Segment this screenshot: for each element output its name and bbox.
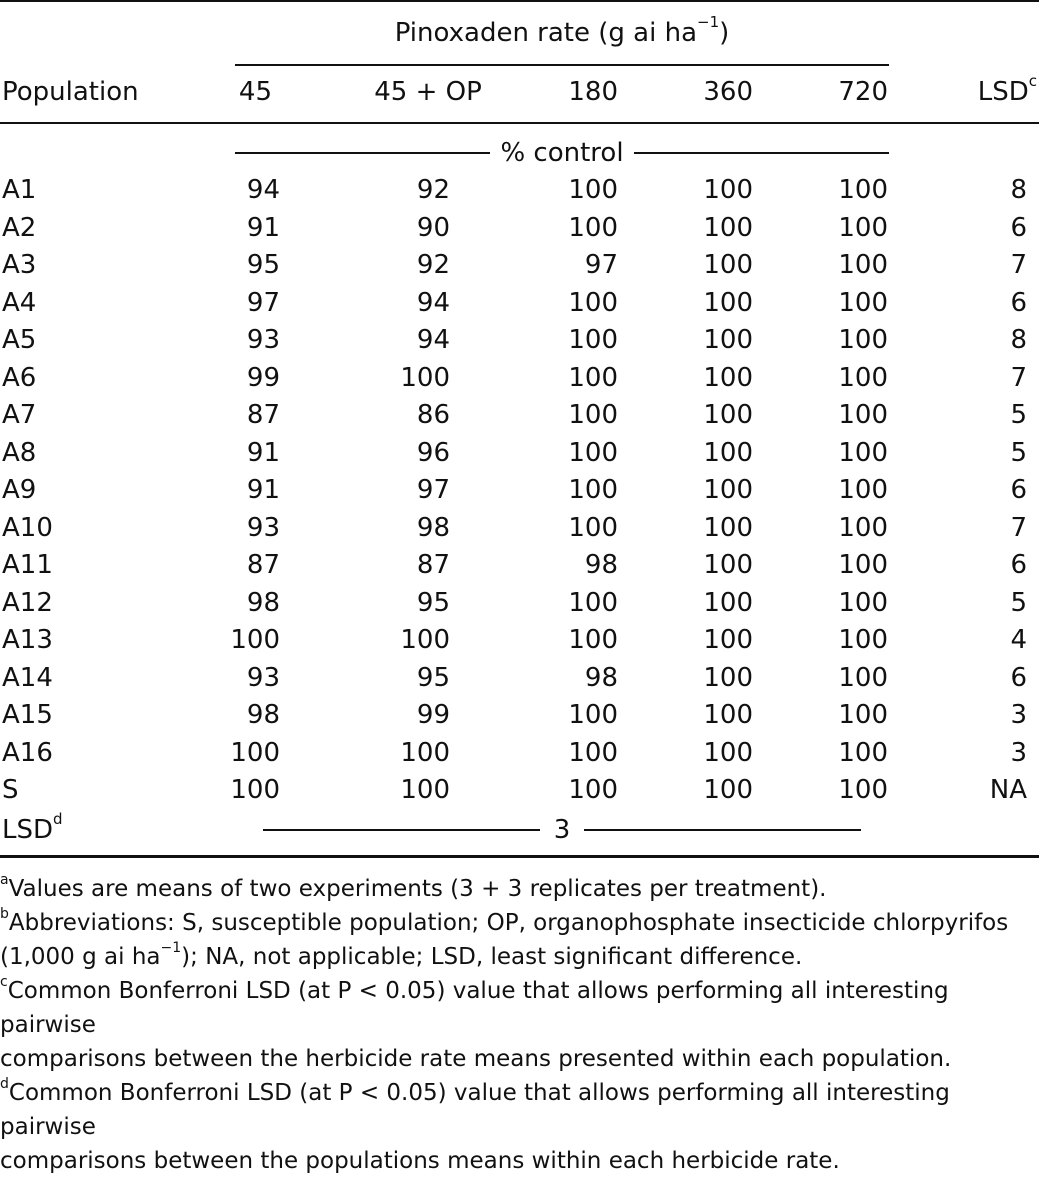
control-value-cell: 86: [416, 400, 450, 430]
population-cell: A13: [2, 625, 53, 655]
control-value-cell: 87: [246, 550, 280, 580]
control-value-cell: 98: [416, 512, 450, 543]
footnote-text: Values are means of two experiments (3 + 3 replicates per treatment).: [8, 876, 827, 902]
population-cell: S: [2, 775, 19, 805]
lsd-row-value: 3: [553, 815, 571, 845]
lsd-value-cell: 3: [1010, 700, 1027, 730]
control-value-cell: 100: [703, 400, 753, 430]
control-value-cell: 100: [838, 175, 888, 205]
footnote-text: comparisons between the herbicide rate means presented within each population.: [0, 1046, 952, 1072]
footnote-c-continued: [0, 1042, 1039, 1076]
control-value-cell: 100: [400, 362, 450, 393]
span-header-close: ): [719, 18, 730, 48]
control-value-cell: 93: [246, 325, 280, 355]
lsd-header-superscript: c: [1028, 72, 1037, 91]
control-value-cell: 100: [568, 212, 618, 243]
lsd-value-cell: 6: [1010, 662, 1027, 693]
control-value-cell: 100: [568, 400, 618, 430]
control-value-cell: 100: [838, 250, 888, 280]
population-cell: A1: [2, 175, 37, 205]
control-value-cell: 97: [246, 287, 280, 318]
control-value-cell: 95: [416, 587, 450, 618]
control-value-cell: 100: [703, 437, 753, 468]
footnote-mark: c: [0, 974, 8, 991]
rate-header-720: 720: [838, 77, 888, 107]
population-cell: A7: [2, 400, 37, 430]
control-value-cell: 100: [568, 325, 618, 355]
population-cell: A12: [2, 587, 53, 618]
control-value-cell: 100: [568, 775, 618, 805]
footnote-a: [0, 872, 1039, 906]
control-value-cell: 94: [416, 325, 450, 355]
control-value-cell: 97: [584, 250, 618, 280]
footnote-text: Common Bonferroni LSD (at P < 0.05) value that allows performing all interesting pairwise: [0, 1080, 950, 1140]
control-value-cell: 100: [838, 512, 888, 543]
lsd-value-cell: 8: [1010, 175, 1027, 205]
population-cell: A8: [2, 437, 37, 468]
control-value-cell: 100: [703, 250, 753, 280]
control-value-cell: 100: [703, 212, 753, 243]
units-label: % control: [500, 138, 624, 168]
table-top-rule: [0, 0, 1039, 2]
control-value-cell: 100: [400, 625, 450, 655]
column-span-header: [235, 13, 889, 48]
control-value-cell: 91: [246, 475, 280, 505]
population-cell: A3: [2, 250, 37, 280]
population-cell: A6: [2, 362, 37, 393]
rate-header-45-op: 45 + OP: [374, 77, 482, 107]
control-value-cell: 100: [838, 212, 888, 243]
control-value-cell: 98: [246, 587, 280, 618]
control-value-cell: 100: [568, 625, 618, 655]
control-value-cell: 100: [703, 775, 753, 805]
control-value-cell: 100: [838, 550, 888, 580]
control-value-cell: 100: [568, 362, 618, 393]
control-value-cell: 98: [246, 700, 280, 730]
control-value-cell: 95: [246, 250, 280, 280]
lsd-value-cell: 7: [1010, 512, 1027, 543]
control-value-cell: 100: [703, 362, 753, 393]
population-cell: A2: [2, 212, 37, 243]
lsd-value-cell: 6: [1010, 287, 1027, 318]
footnotes: [0, 872, 1039, 1178]
control-value-cell: 93: [246, 512, 280, 543]
control-value-cell: 100: [568, 737, 618, 768]
footnote-d: [0, 1076, 1039, 1144]
control-value-cell: 93: [246, 662, 280, 693]
footnote-text: comparisons between the populations means within each herbicide rate.: [0, 1148, 840, 1174]
control-value-cell: 99: [416, 700, 450, 730]
control-value-cell: 100: [703, 175, 753, 205]
control-value-cell: 96: [416, 437, 450, 468]
units-row: [235, 138, 889, 168]
control-value-cell: 91: [246, 212, 280, 243]
population-cell: A9: [2, 475, 37, 505]
lsd-value-cell: 5: [1010, 587, 1027, 618]
population-cell: A16: [2, 737, 53, 768]
control-value-cell: 100: [838, 325, 888, 355]
footnote-c: [0, 974, 1039, 1042]
control-value-cell: 100: [568, 287, 618, 318]
control-value-cell: 100: [838, 400, 888, 430]
lsd-value-cell: 5: [1010, 437, 1027, 468]
lsd-value-cell: 8: [1010, 325, 1027, 355]
population-cell: A5: [2, 325, 37, 355]
control-value-cell: 94: [416, 287, 450, 318]
control-value-cell: 94: [246, 175, 280, 205]
control-value-cell: 100: [838, 700, 888, 730]
footnote-mark: a: [0, 872, 9, 889]
footnote-mark: d: [0, 1076, 9, 1093]
lsd-value-cell: 3: [1010, 737, 1027, 768]
lsd-row: [263, 815, 861, 845]
lsd-header: [930, 72, 1037, 107]
header-bottom-rule: [0, 122, 1039, 124]
footnote-text: Abbreviations: S, susceptible population; OP, organophosphate insecticide chlorpyrifos: [8, 910, 1009, 936]
population-cell: A11: [2, 550, 53, 580]
span-header-superscript: −1: [697, 13, 720, 32]
control-value-cell: 100: [230, 775, 280, 805]
footnote-b-continued: [0, 940, 1039, 974]
lsd-value-cell: 6: [1010, 212, 1027, 243]
units-dash-left: [235, 152, 490, 153]
control-value-cell: 100: [838, 437, 888, 468]
control-value-cell: 95: [416, 662, 450, 693]
lsd-row-label-text: LSD: [2, 815, 54, 845]
footnote-text: (1,000 g ai ha: [0, 944, 161, 970]
rate-header-360: 360: [703, 77, 753, 107]
footnote-text: Common Bonferroni LSD (at P < 0.05) value that allows performing all interesting pairwise: [0, 978, 949, 1038]
population-cell: A14: [2, 662, 53, 693]
lsd-value-cell: 7: [1010, 250, 1027, 280]
control-value-cell: 100: [568, 475, 618, 505]
control-value-cell: 100: [703, 737, 753, 768]
control-value-cell: 92: [416, 250, 450, 280]
control-value-cell: 91: [246, 437, 280, 468]
rate-header-180: 180: [568, 77, 618, 107]
control-value-cell: 100: [703, 325, 753, 355]
population-cell: A10: [2, 512, 53, 543]
lsd-value-cell: 4: [1010, 625, 1027, 655]
control-value-cell: 92: [416, 175, 450, 205]
control-value-cell: 100: [703, 550, 753, 580]
control-value-cell: 100: [568, 437, 618, 468]
lsd-value-cell: 7: [1010, 362, 1027, 393]
control-value-cell: 100: [568, 512, 618, 543]
control-value-cell: 100: [838, 662, 888, 693]
control-value-cell: 90: [416, 212, 450, 243]
control-value-cell: 100: [230, 625, 280, 655]
lsd-value-cell: 5: [1010, 400, 1027, 430]
lsd-row-label-superscript: d: [53, 810, 63, 829]
footnote-superscript: −1: [160, 940, 182, 957]
control-value-cell: 98: [584, 662, 618, 693]
lsd-value-cell: 6: [1010, 550, 1027, 580]
footnote-mark: b: [0, 906, 9, 923]
lsd-value-cell: 6: [1010, 475, 1027, 505]
footnote-text: ); NA, not applicable; LSD, least significant difference.: [181, 944, 803, 970]
control-value-cell: 100: [703, 587, 753, 618]
lsd-value-cell: NA: [989, 775, 1027, 805]
control-value-cell: 100: [400, 775, 450, 805]
control-value-cell: 99: [246, 362, 280, 393]
population-header: Population: [2, 77, 139, 107]
control-value-cell: 100: [230, 737, 280, 768]
lsd-header-text: LSD: [977, 77, 1029, 107]
control-value-cell: 100: [703, 475, 753, 505]
control-value-cell: 98: [584, 550, 618, 580]
control-value-cell: 100: [838, 587, 888, 618]
population-cell: A4: [2, 287, 37, 318]
footnote-b: [0, 906, 1039, 940]
table-bottom-rule: [0, 855, 1039, 858]
control-value-cell: 100: [838, 775, 888, 805]
control-value-cell: 100: [568, 587, 618, 618]
control-value-cell: 100: [400, 737, 450, 768]
control-value-cell: 100: [838, 737, 888, 768]
control-value-cell: 100: [568, 175, 618, 205]
control-value-cell: 100: [703, 625, 753, 655]
control-value-cell: 100: [703, 662, 753, 693]
column-span-rule: [235, 64, 889, 66]
lsd-row-label: [2, 810, 63, 845]
footnote-d-continued: [0, 1144, 1039, 1178]
control-value-cell: 97: [416, 475, 450, 505]
control-value-cell: 87: [416, 550, 450, 580]
control-value-cell: 100: [703, 512, 753, 543]
control-value-cell: 100: [838, 287, 888, 318]
control-value-cell: 87: [246, 400, 280, 430]
control-value-cell: 100: [703, 700, 753, 730]
rate-header-45: 45: [238, 77, 272, 107]
control-value-cell: 100: [838, 475, 888, 505]
lsd-dash-left: [263, 829, 540, 830]
control-value-cell: 100: [838, 362, 888, 393]
units-dash-right: [634, 152, 889, 153]
span-header-text: Pinoxaden rate (g ai ha: [394, 18, 698, 48]
control-value-cell: 100: [703, 287, 753, 318]
population-cell: A15: [2, 700, 53, 730]
control-value-cell: 100: [838, 625, 888, 655]
control-value-cell: 100: [568, 700, 618, 730]
lsd-dash-right: [584, 829, 861, 830]
